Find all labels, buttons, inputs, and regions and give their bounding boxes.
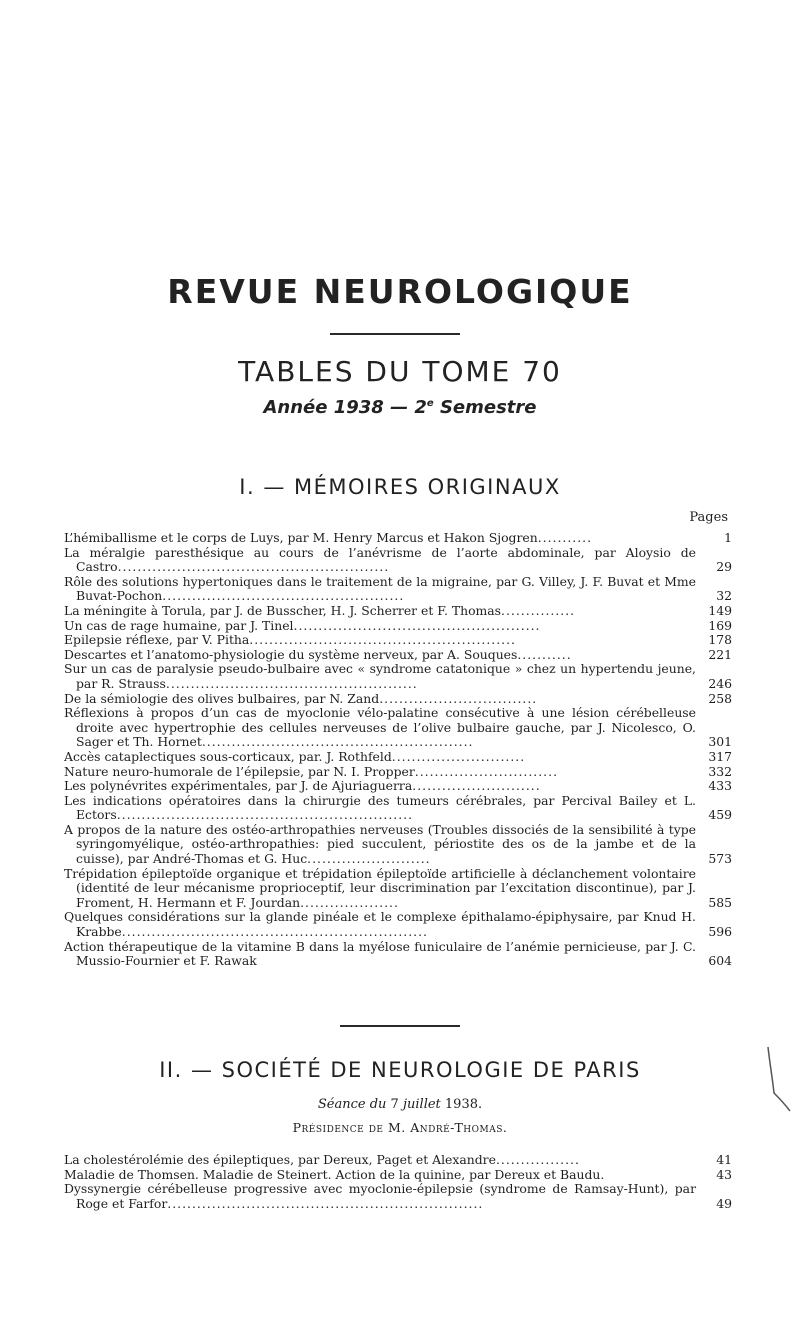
pages-column-label: Pages xyxy=(689,510,728,525)
entry-text: Epilepsie réflexe, par V. Pitha xyxy=(64,632,250,648)
toc-entry: Quelques considérations sur la glande pinéale et le complexe épithalamo-épiphysaire, par Knud H. Krabbe.............................................................. 596 xyxy=(64,909,732,940)
seance-day: 7 xyxy=(390,1097,399,1112)
entry-text: De la sémiologie des olives bulbaires, par N. Zand xyxy=(64,690,380,706)
entry-text: Maladie de Thomsen. Maladie de Steinert. Action de la quinine, par Dereux et Baudu. xyxy=(64,1166,605,1182)
entry-page: 459 xyxy=(708,807,732,823)
entry-page: 41 xyxy=(716,1152,732,1167)
year-main: Année 1938 — 2 xyxy=(263,397,427,418)
entry-text: Accès cataplectiques sous-corticaux, par. J. Rothfeld xyxy=(64,748,392,764)
year-superscript: e xyxy=(426,398,434,409)
journal-title: REVUE NEUROLOGIQUE xyxy=(167,272,633,311)
entry-text: Les indications opératoires dans la chirurgie des tumeurs cérébrales, par Percival Bailey et L. Ectors xyxy=(64,792,696,823)
toc-entry: A propos de la nature des ostéo-arthropathies nerveuses (Troubles dissociés de la sensibilité à type syringomyélique, ostéo-arthropathies: pied succulent, périostite des os de la jambe et de la cuisse), par André-Thomas et G. Huc......................... 573 xyxy=(64,821,732,867)
entry-page: 317 xyxy=(708,748,732,764)
entry-page: 246 xyxy=(708,675,732,691)
entry-page: 596 xyxy=(708,924,732,940)
toc-entry: Les polynévrites expérimentales, par J. de Ajuriaguerra.......................... 433 xyxy=(64,778,732,794)
entry-page: 604 xyxy=(708,953,732,969)
toc-entry: Un cas de rage humaine, par J. Tinel.................................................. 169 xyxy=(64,617,732,633)
entry-page: 332 xyxy=(708,763,732,779)
seance-year: 1938. xyxy=(444,1097,483,1112)
presidence-line: Présidence de M. André-Thomas. xyxy=(292,1120,508,1135)
entry-page: 43 xyxy=(716,1166,732,1182)
entry-text: La méningite à Torula, par J. de Busscher, H. J. Scherrer et F. Thomas xyxy=(64,602,502,618)
entry-page: 573 xyxy=(708,851,732,867)
entry-text: La cholestérolémie des épileptiques, par Dereux, Paget et Alexandre xyxy=(64,1152,496,1167)
toc-entry: La méningite à Torula, par J. de Busscher, H. J. Scherrer et F. Thomas............... 149 xyxy=(64,602,732,618)
entry-text: L’hémiballisme et le corps de Luys, par M. Henry Marcus et Hakon Sjogren xyxy=(64,530,538,545)
societe-table-of-contents xyxy=(64,1153,732,1211)
toc-entry: Les indications opératoires dans la chirurgie des tumeurs cérébrales, par Percival Bailey et L. Ectors............................................................ 459 xyxy=(64,792,732,823)
margin-pencil-mark xyxy=(760,1045,800,1115)
entry-page: 301 xyxy=(708,734,732,750)
seance-label: Séance xyxy=(317,1097,366,1112)
entry-text: Action thérapeutique de la vitamine B dans la myélose funiculaire de l’anémie pernicieuse, par J. C. Mussio-Fournier et F. Rawak xyxy=(64,938,696,969)
entry-text: A propos de la nature des ostéo-arthropathies nerveuses (Troubles dissociés de la sensibilité à type syringomyélique, ostéo-arthropathies: pied succulent, périostite des os de la jambe et de la cuisse), par André-Thomas et G. Huc xyxy=(64,821,696,867)
entry-text: Les polynévrites expérimentales, par J. de Ajuriaguerra xyxy=(64,778,413,794)
toc-entry xyxy=(64,1168,732,1183)
entry-page: 258 xyxy=(708,690,732,706)
toc-entry: La méralgie paresthésique au cours de l’anévrisme de l’aorte abdominale, par Aloysio de Castro....................................................... 29 xyxy=(64,544,732,575)
entry-text: Dyssynergie cérébelleuse progressive avec myoclonie-épilepsie (syndrome de Ramsay-Hunt), par Roge et Farfor xyxy=(64,1181,696,1211)
seance-du: du xyxy=(369,1097,387,1112)
toc-entry: L’hémiballisme et le corps de Luys, par M. Henry Marcus et Hakon Sjogren........... 1 xyxy=(64,530,732,545)
entry-page: 221 xyxy=(708,646,732,662)
entry-page: 29 xyxy=(716,559,732,575)
toc-entry: Dyssynergie cérébelleuse progressive avec myoclonie-épilepsie (syndrome de Ramsay-Hunt), par Roge et Farfor................................................................ 49 xyxy=(64,1181,732,1211)
entry-text: Réflexions à propos d’un cas de myoclonie vélo-palatine consécutive à une lésion cérébelleuse droite avec hypertrophie des cellules nerveuses de l’olive bulbaire gauche, par J. Nicolesco, O. Sager et Th. Hornet xyxy=(64,705,696,750)
toc-entry: Trépidation épileptoïde organique et trépidation épileptoïde artificielle à déclanchement volontaire (identité de leur mécanisme proprioceptif, leur discrimination par l’excitation discontinue), par J. Froment, H. Hermann et F. Jourdan.................... 585 xyxy=(64,865,732,910)
entry-text: Nature neuro-humorale de l’épilepsie, par N. I. Propper xyxy=(64,763,415,779)
entry-text: La méralgie paresthésique au cours de l’anévrisme de l’aorte abdominale, par Aloysio de Castro xyxy=(64,544,696,575)
seance-month: juillet xyxy=(402,1097,441,1112)
entry-text: Trépidation épileptoïde organique et trépidation épileptoïde artificielle à déclanchement volontaire (identité de leur mécanisme proprioceptif, leur discrimination par l’excitation discontinue), par J. Froment, H. Hermann et F. Jourdan xyxy=(64,865,696,910)
section-memoires-heading: I. — MÉMOIRES ORIGINAUX xyxy=(239,475,561,499)
toc-entry: Descartes et l’anatomo-physiologie du système nerveux, par A. Souques........... 221 xyxy=(64,646,732,662)
toc-entry: Epilepsie réflexe, par V. Pitha...................................................... 178 xyxy=(64,632,732,648)
entry-page: 178 xyxy=(708,632,732,648)
seance-date xyxy=(0,1097,800,1112)
toc-entry: Accès cataplectiques sous-corticaux, par. J. Rothfeld........................... 317 xyxy=(64,748,732,764)
year-semester-line xyxy=(0,397,800,418)
entry-page: 169 xyxy=(708,617,732,633)
entry-text: Rôle des solutions hypertoniques dans le traitement de la migraine, par G. Villey, J. F. Buvat et Mme Buvat-Pochon xyxy=(64,573,696,604)
toc-entry: Réflexions à propos d’un cas de myoclonie vélo-palatine consécutive à une lésion cérébelleuse droite avec hypertrophie des cellules nerveuses de l’olive bulbaire gauche, par J. Nicolesco, O. Sager et Th. Hornet....................................................... 301 xyxy=(64,705,732,750)
memoires-table-of-contents xyxy=(64,531,732,969)
entry-page: 149 xyxy=(708,602,732,618)
title-divider xyxy=(330,333,460,335)
toc-entry: Rôle des solutions hypertoniques dans le traitement de la migraine, par G. Villey, J. F. Buvat et Mme Buvat-Pochon................................................. 32 xyxy=(64,573,732,604)
entry-text: Sur un cas de paralysie pseudo-bulbaire avec « syndrome catatonique » chez un hypertendu jeune, par R. Strauss xyxy=(64,661,696,691)
toc-entry: Nature neuro-humorale de l’épilepsie, par N. I. Propper............................. 332 xyxy=(64,763,732,779)
entry-page: 1 xyxy=(724,530,732,545)
entry-text: Descartes et l’anatomo-physiologie du système nerveux, par A. Souques xyxy=(64,646,518,662)
entry-text: Quelques considérations sur la glande pinéale et le complexe épithalamo-épiphysaire, par Knud H. Krabbe xyxy=(64,909,696,940)
entry-page: 49 xyxy=(716,1195,732,1211)
section-divider xyxy=(340,1025,460,1027)
entry-page: 32 xyxy=(716,588,732,604)
year-tail: Semestre xyxy=(433,397,537,418)
tables-title: TABLES DU TOME 70 xyxy=(238,355,562,388)
entry-page: 585 xyxy=(708,894,732,910)
toc-entry: De la sémiologie des olives bulbaires, par N. Zand................................ 258 xyxy=(64,690,732,706)
toc-entry: La cholestérolémie des épileptiques, par Dereux, Paget et Alexandre................. 41 xyxy=(64,1152,732,1167)
toc-entry xyxy=(64,940,732,969)
entry-text: Un cas de rage humaine, par J. Tinel xyxy=(64,617,294,633)
section-societe-heading: II. — SOCIÉTÉ DE NEUROLOGIE DE PARIS xyxy=(159,1058,641,1082)
entry-page: 433 xyxy=(708,778,732,794)
toc-entry: Sur un cas de paralysie pseudo-bulbaire avec « syndrome catatonique » chez un hypertendu jeune, par R. Strauss................................................... 246 xyxy=(64,661,732,691)
